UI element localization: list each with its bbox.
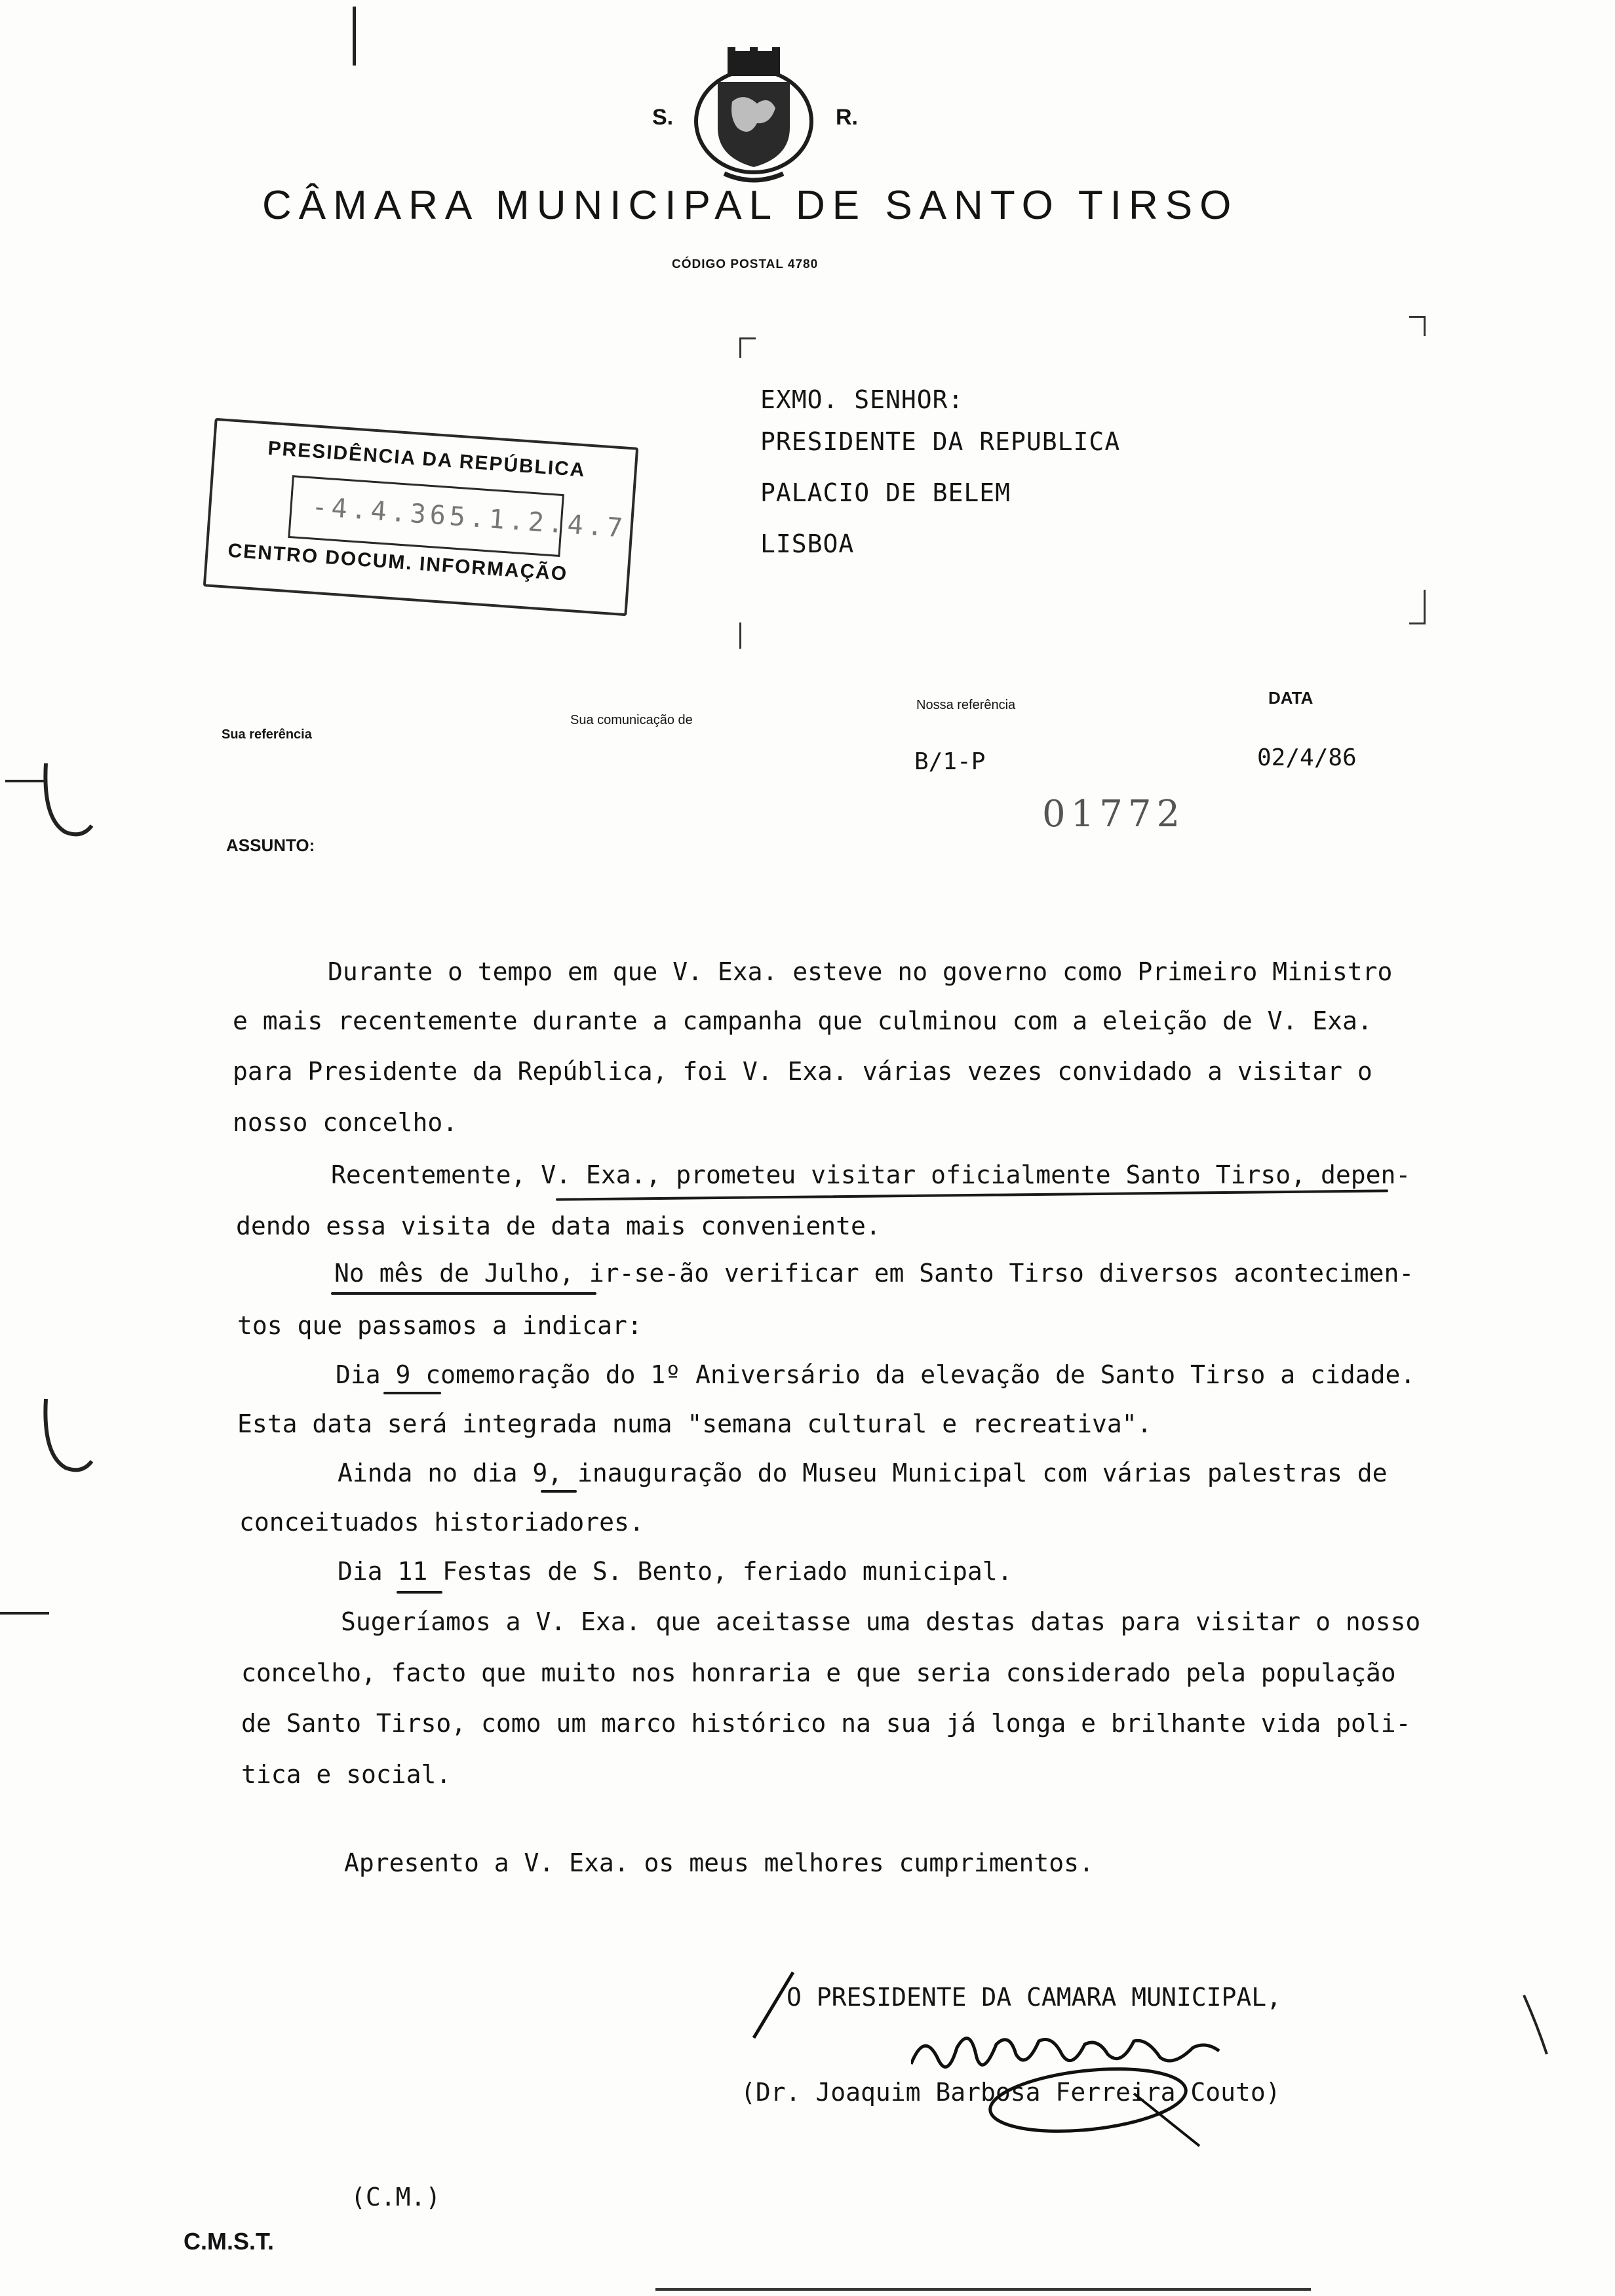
closing-line: Apresento a V. Exa. os meus melhores cumprimentos. [344,1848,1094,1877]
stamp-number: -4.4.365.1.2.4.7 [311,491,628,544]
margin-line-mark [0,1612,49,1615]
address-corner-br [1409,590,1426,624]
signature-slash-mark [747,1969,800,2041]
margin-hook-mark-1 [39,760,98,845]
underline-day-9 [383,1392,441,1394]
organization-title: CÂMARA MUNICIPAL DE SANTO TIRSO [262,183,1239,228]
body-line: tos que passamos a indicar: [237,1311,642,1340]
margin-tick-right [1521,1992,1553,2057]
body-line: para Presidente da República, foi V. Exa. várias vezes convidado a visitar o [233,1057,1372,1086]
date-value: 02/4/86 [1257,744,1357,771]
left-initial: S. [652,105,674,130]
our-reference-value: B/1-P [914,748,986,775]
date-label: DATA [1268,688,1313,708]
body-line: Esta data será integrada numa "semana cultural e recreativa". [237,1409,1152,1438]
address-corner-bl [739,622,756,649]
your-reference-label: Sua referência [222,727,312,742]
recipient-city: LISBOA [760,529,855,558]
body-line: nosso concelho. [233,1108,458,1137]
body-line: dendo essa visita de data mais conveniente. [236,1212,881,1240]
registration-number-stamp: 01772 [1042,793,1186,835]
address-corner-tr [1409,316,1426,336]
signatory-name: (Dr. Joaquim Barbosa Ferreira Couto) [741,2078,1281,2107]
your-communication-label: Sua comunicação de [570,713,693,727]
body-line: Dia 11 Festas de S. Bento, feriado municipal. [338,1557,1013,1586]
subject-label: ASSUNTO: [226,835,315,855]
body-line: Ainda no dia 9, inauguração do Museu Municipal com várias palestras de [338,1459,1388,1487]
stamp-number-box [288,475,628,557]
underline-july [331,1292,596,1295]
body-line: Durante o tempo em que V. Exa. esteve no governo como Primeiro Ministro [328,957,1393,986]
body-line: conceituados historiadores. [239,1508,644,1537]
footer-code: C.M.S.T. [184,2228,275,2255]
bottom-rule [655,2288,1311,2291]
margin-stroke [353,7,356,66]
recipient-title: PRESIDENTE DA REPUBLICA [760,427,1121,456]
body-line: No mês de Julho, ir-se-ão verificar em Santo Tirso diversos acontecimen- [334,1259,1414,1288]
body-line: Sugeríamos a V. Exa. que aceitasse uma destas datas para visitar o nosso [341,1607,1421,1636]
margin-hook-mark-2 [39,1396,98,1481]
recipient-address: PALACIO DE BELEM [760,478,1011,507]
body-line: concelho, facto que muito nos honraria e que seria considerado pela população [241,1658,1396,1687]
signature-loop [983,2057,1258,2149]
municipal-crest-icon [691,46,816,187]
footer-initials: (C.M.) [351,2183,441,2211]
underline-promise [556,1189,1388,1200]
signature-title: O PRESIDENTE DA CAMARA MUNICIPAL, [787,1983,1281,2012]
postal-code: CÓDIGO POSTAL 4780 [672,258,819,271]
body-line: tica e social. [241,1760,452,1789]
body-line: e mais recentemente durante a campanha que culminou com a eleição de V. Exa. [233,1006,1372,1035]
address-corner-tl [739,337,756,358]
stamp-bottom-text: CENTRO DOCUM. INFORMAÇÃO [227,539,569,585]
underline-day-9-b [541,1490,577,1493]
stamp-top-text: PRESIDÊNCIA DA REPÚBLICA [267,437,587,482]
recipient-salutation: EXMO. SENHOR: [760,385,964,414]
body-line: Dia 9 comemoração do 1º Aniversário da elevação de Santo Tirso a cidade. [336,1360,1416,1389]
underline-day-11 [397,1591,442,1594]
right-initial: R. [836,105,858,130]
received-stamp [203,418,638,617]
our-reference-label: Nossa referência [916,698,1016,712]
margin-dash-mark [5,780,45,782]
body-line: de Santo Tirso, como um marco histórico na sua já longa e brilhante vida poli- [241,1709,1411,1738]
body-line: Recentemente, V. Exa., prometeu visitar oficialmente Santo Tirso, depen- [331,1160,1411,1189]
